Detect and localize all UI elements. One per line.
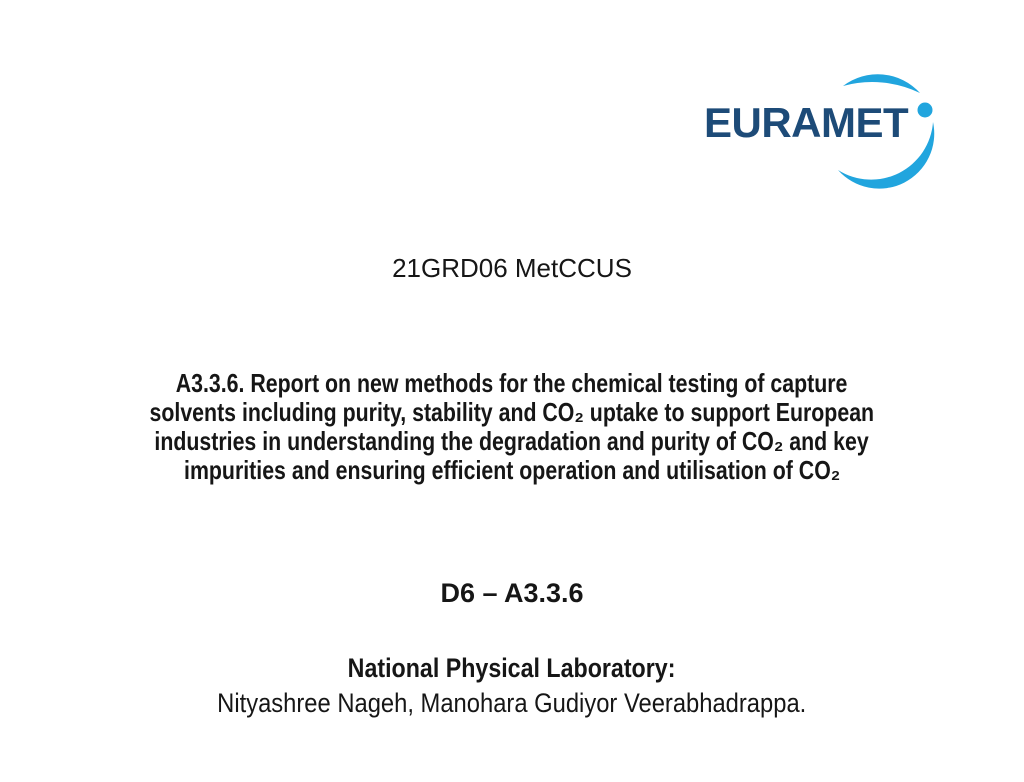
deliverable-code: D6 – A3.3.6 [440, 578, 584, 608]
institution-heading-text: National Physical Laboratory: [348, 653, 676, 683]
report-title-line [0, 398, 1024, 427]
author-names-text: Nityashree Nageh, Manohara Gudiyor Veerabhadrappa. [217, 688, 807, 718]
report-title-line-text: impurities and ensuring efficient operation and utilisation of CO₂ [183, 455, 841, 485]
institution-heading [0, 653, 1024, 684]
report-title-line-text: solvents including purity, stability and CO₂ uptake to support European [149, 397, 875, 427]
author-names [0, 688, 1024, 719]
logo-swoosh-dot [918, 103, 933, 118]
logo-wordmark: EURAMET [704, 99, 909, 146]
euramet-logo-graphic [698, 56, 943, 194]
report-title [0, 369, 1024, 485]
logo-swoosh-top-arc [843, 74, 920, 93]
report-title-line [0, 456, 1024, 485]
euramet-logo [698, 56, 943, 194]
report-title-line [0, 369, 1024, 398]
report-title-line [0, 427, 1024, 456]
project-code: 21GRD06 MetCCUS [392, 253, 632, 283]
report-title-line-text: A3.3.6. Report on new methods for the chemical testing of capture [176, 368, 848, 398]
report-title-line-text: industries in understanding the degradation and purity of CO₂ and key [154, 426, 870, 456]
